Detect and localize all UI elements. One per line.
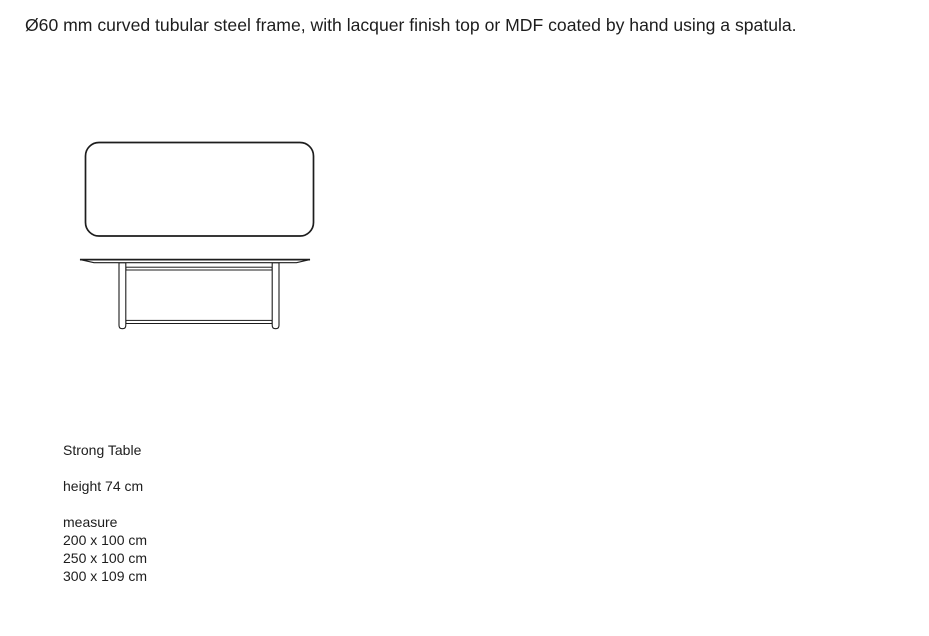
measure-option: 200 x 100 cm bbox=[63, 532, 148, 548]
measure-option: 300 x 109 cm bbox=[63, 568, 148, 584]
technical-drawing bbox=[60, 130, 340, 340]
table-front-elevation-view bbox=[80, 260, 310, 329]
table-top-plan-view bbox=[86, 143, 314, 237]
tabletop-outline bbox=[86, 143, 314, 237]
right-leg bbox=[272, 263, 279, 329]
lower-stretcher bbox=[126, 320, 272, 323]
product-height: height 74 cm bbox=[63, 478, 144, 494]
measure-label: measure bbox=[63, 514, 118, 530]
technical-drawing-svg bbox=[60, 130, 340, 340]
product-description: Ø60 mm curved tubular steel frame, with lacquer finish top or MDF coated by hand using a spatula. bbox=[25, 15, 797, 35]
left-leg bbox=[119, 263, 126, 329]
product-name: Strong Table bbox=[63, 442, 142, 458]
measure-option: 250 x 100 cm bbox=[63, 550, 148, 566]
upper-rail bbox=[126, 267, 272, 270]
